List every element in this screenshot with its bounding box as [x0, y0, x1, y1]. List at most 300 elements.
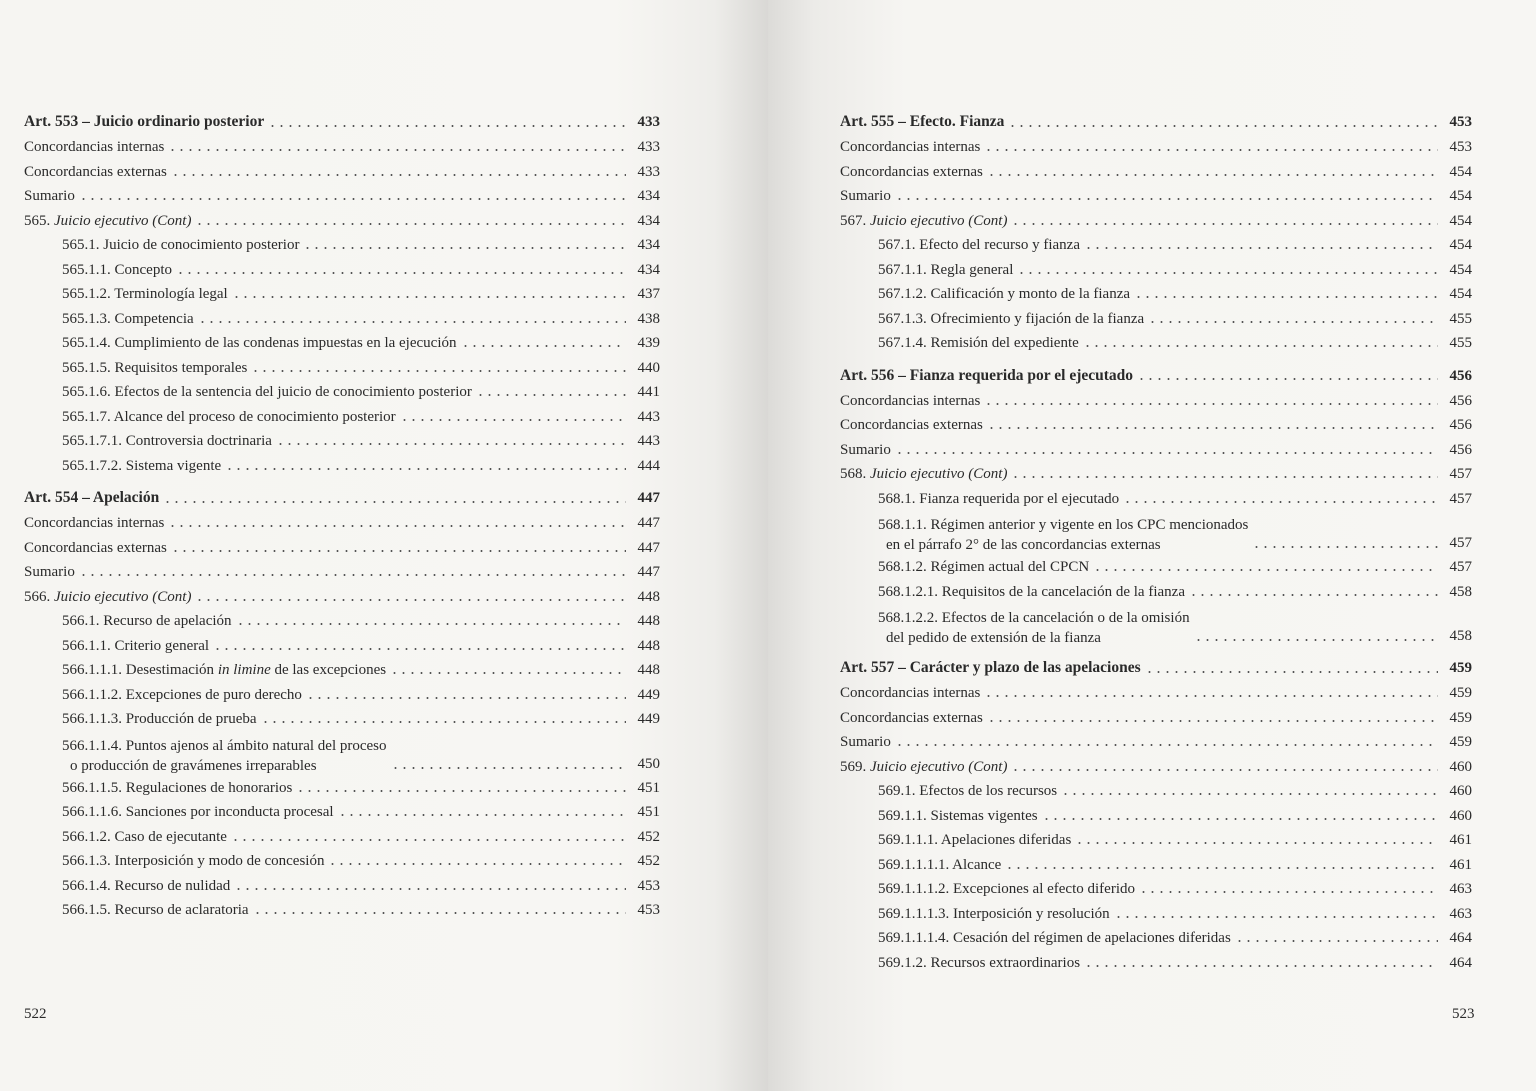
- entry-title: 566.1.3. Interposición y modo de concesión: [62, 853, 325, 869]
- toc-entry: [840, 462, 1472, 487]
- dot-leader: [1194, 638, 1438, 642]
- toc-entry: [24, 209, 660, 234]
- toc-entry: [840, 706, 1472, 731]
- toc-subentry: [840, 604, 1472, 648]
- page-reference: 457: [1449, 535, 1472, 551]
- entry-label: [840, 389, 980, 414]
- toc-subentry: [840, 779, 1472, 804]
- page-reference: 454: [1449, 188, 1472, 204]
- entry-title: Juicio ejecutivo (Cont): [870, 212, 1008, 229]
- dot-leader: [1005, 866, 1438, 870]
- entry-title: Concordancias externas: [24, 163, 167, 180]
- entry-title: 566.1.1.1. Desestimación: [62, 662, 218, 678]
- entry-label: [62, 258, 172, 283]
- dot-leader: [1093, 568, 1438, 572]
- page-reference: 452: [637, 828, 660, 845]
- entry-title-line2: en el párrafo 2° de las concordancias externas: [886, 537, 1161, 553]
- entry-title: 567.1.3. Ofrecimiento y fijación de la fianza: [878, 310, 1145, 327]
- entry-label: [62, 776, 292, 801]
- table-of-contents-right: [840, 108, 1472, 975]
- entry-label: [62, 634, 209, 659]
- dot-leader: [296, 789, 626, 793]
- entry-label: [878, 804, 1038, 829]
- entry-label: [62, 282, 228, 307]
- dot-leader: [1075, 841, 1438, 845]
- entry-title: 569.1.1.1.2. Excepciones al efecto diferido: [878, 881, 1135, 897]
- dot-leader: [895, 197, 1438, 201]
- dot-leader: [1083, 344, 1438, 348]
- entry-label: [878, 487, 1119, 512]
- entry-label: [840, 135, 980, 160]
- page-reference: 434: [637, 237, 660, 253]
- toc-entry: [24, 160, 660, 185]
- page-reference: 460: [1449, 807, 1472, 824]
- page-reference: 444: [637, 457, 660, 474]
- page-number-right: 523: [1452, 1006, 1475, 1022]
- toc-entry: [24, 511, 660, 536]
- dot-leader: [984, 694, 1438, 698]
- toc-subentry: [840, 902, 1472, 927]
- entry-title: 567.1.2. Calificación y monto de la fianza: [878, 286, 1131, 302]
- entry-label: [878, 580, 1185, 605]
- page-reference: 441: [637, 384, 660, 400]
- entry-title: Concordancias externas: [840, 163, 983, 180]
- dot-leader: [79, 573, 626, 577]
- toc-entry: [840, 730, 1472, 755]
- entry-label: [878, 828, 1071, 853]
- page-reference: 433: [637, 163, 660, 180]
- entry-title: Art. 556 – Fianza requerida por el ejecutado: [840, 366, 1134, 384]
- entry-label: [878, 902, 1110, 927]
- dot-leader: [176, 271, 626, 275]
- dot-leader: [1235, 939, 1438, 943]
- entry-title: 568.1.2.2. Efectos de la cancelación o de la omisión: [878, 610, 1190, 626]
- entry-title: 566.1.1.3. Producción de prueba: [62, 711, 257, 727]
- entry-label: [62, 849, 324, 874]
- dot-leader: [476, 393, 626, 397]
- dot-leader: [1042, 817, 1438, 821]
- entry-title: Concordancias internas: [24, 139, 165, 155]
- entry-label: [840, 160, 983, 185]
- entry-title: 569.1.1.1.4. Cesación del régimen de apelaciones diferidas: [878, 930, 1231, 946]
- dot-leader: [163, 500, 626, 504]
- article-heading: [24, 108, 660, 135]
- toc-subentry: [24, 356, 660, 381]
- toc-subentry: [24, 800, 660, 825]
- page-reference: 434: [637, 188, 660, 204]
- page-reference: 456: [1449, 417, 1472, 433]
- entry-label: [24, 108, 264, 135]
- entry-title: Concordancias internas: [840, 685, 981, 701]
- article-heading: [24, 484, 660, 511]
- dot-leader: [895, 451, 1438, 455]
- entry-title: 569.1.1.1.3. Interposición y resolución: [878, 905, 1110, 922]
- entry-label: [878, 233, 1080, 258]
- page-reference: 448: [637, 662, 660, 678]
- dot-leader: [251, 369, 626, 373]
- toc-entry: [840, 755, 1472, 780]
- toc-subentry: [24, 634, 660, 659]
- section-number: 569.: [840, 758, 867, 775]
- toc-entry: [840, 135, 1472, 160]
- entry-title: Juicio ejecutivo (Cont): [870, 758, 1008, 775]
- toc-entry: [840, 209, 1472, 234]
- page-reference: 454: [1449, 237, 1472, 253]
- page-reference: 443: [637, 433, 660, 449]
- article-heading: [840, 362, 1472, 389]
- page-reference: 451: [637, 779, 660, 796]
- section-number: 566.: [24, 588, 51, 605]
- toc-entry: [24, 184, 660, 209]
- toc-subentry: [840, 258, 1472, 283]
- entry-title: Art. 557 – Carácter y plazo de las apelaciones: [840, 659, 1141, 676]
- entry-title: 565.1.5. Requisitos temporales: [62, 359, 248, 376]
- page-reference: 454: [1449, 163, 1472, 180]
- dot-leader: [171, 549, 626, 553]
- dot-leader: [1134, 295, 1438, 299]
- entry-label: [62, 307, 194, 332]
- toc-subentry: [840, 487, 1472, 512]
- toc-entry: [840, 438, 1472, 463]
- dot-leader: [1114, 915, 1438, 919]
- toc-subentry: [840, 951, 1472, 976]
- dot-leader: [1008, 124, 1438, 128]
- entry-title-italic: in limine: [217, 662, 271, 678]
- entry-label: [62, 380, 472, 405]
- entry-title: 569.1.2. Recursos extraordinarios: [878, 954, 1081, 971]
- dot-leader: [391, 766, 626, 770]
- page-reference: 457: [1449, 559, 1472, 575]
- dot-leader: [1084, 246, 1438, 250]
- entry-label: [24, 560, 75, 585]
- dot-leader: [1148, 320, 1438, 324]
- toc-subentry: [840, 828, 1472, 853]
- dot-leader: [1084, 964, 1438, 968]
- entry-label: [840, 438, 891, 463]
- toc-subentry: [24, 683, 660, 708]
- page-reference: 451: [637, 804, 660, 820]
- entry-label: [62, 898, 249, 923]
- page-reference: 463: [1449, 905, 1472, 922]
- page-reference: 458: [1449, 628, 1472, 644]
- page-reference: 449: [637, 711, 660, 727]
- entry-title: 568.1. Fianza requerida por el ejecutado: [878, 490, 1120, 507]
- page-reference: 458: [1449, 583, 1472, 600]
- entry-title: Concordancias externas: [840, 709, 983, 726]
- entry-label: [840, 108, 1004, 135]
- entry-title: 565.1.7.1. Controversia doctrinaria: [62, 433, 272, 449]
- page-reference: 457: [1449, 466, 1472, 482]
- entry-label: [62, 609, 232, 634]
- dot-leader: [198, 320, 626, 324]
- entry-title: 566.1.1.5. Regulaciones de honorarios: [62, 779, 293, 796]
- dot-leader: [303, 246, 626, 250]
- dot-leader: [195, 222, 626, 226]
- entry-title: 565.1.6. Efectos de la sentencia del juicio de conocimiento posterior: [62, 384, 472, 400]
- page-reference: 461: [1449, 856, 1472, 873]
- dot-leader: [171, 173, 626, 177]
- section-number: 568.: [840, 466, 867, 482]
- toc-entry: [840, 184, 1472, 209]
- dot-leader: [236, 622, 626, 626]
- entry-title: Juicio ejecutivo (Cont): [870, 466, 1008, 482]
- entry-title: 568.1.1. Régimen anterior y vigente en los CPC mencionados: [878, 517, 1249, 533]
- dot-leader: [987, 173, 1438, 177]
- entry-label: [62, 736, 387, 776]
- page-reference: 433: [637, 139, 660, 155]
- entry-title-line2: o producción de gravámenes irreparables: [70, 757, 317, 774]
- dot-leader: [253, 911, 626, 915]
- page-reference: 433: [637, 114, 660, 130]
- entry-title: Sumario: [24, 188, 75, 204]
- toc-subentry: [24, 405, 660, 430]
- dot-leader: [168, 524, 626, 528]
- page-reference: 449: [637, 686, 660, 703]
- entry-title: Sumario: [840, 441, 891, 458]
- page-reference: 434: [637, 212, 660, 229]
- page-reference: 463: [1449, 881, 1472, 897]
- toc-entry: [24, 135, 660, 160]
- page-reference: 454: [1449, 261, 1472, 278]
- entry-title: Concordancias internas: [840, 139, 981, 155]
- dot-leader: [328, 862, 626, 866]
- page-reference: 456: [1449, 367, 1472, 384]
- entry-title: 566.1.1.6. Sanciones por inconducta procesal: [62, 804, 334, 820]
- entry-label: [62, 683, 302, 708]
- page-reference: 447: [637, 515, 660, 531]
- toc-subentry: [24, 898, 660, 923]
- entry-label: [840, 462, 1007, 487]
- page-reference: 459: [1449, 709, 1472, 726]
- entry-label: [878, 926, 1231, 951]
- entry-title: Concordancias internas: [840, 392, 981, 409]
- entry-label: [62, 429, 272, 454]
- entry-label: [24, 536, 167, 561]
- toc-subentry: [24, 233, 660, 258]
- toc-subentry: [840, 511, 1472, 555]
- dot-leader: [1139, 890, 1438, 894]
- entry-title: 568.1.2. Régimen actual del CPCN: [878, 559, 1090, 575]
- toc-subentry: [840, 853, 1472, 878]
- dot-leader: [1145, 670, 1438, 674]
- toc-subentry: [24, 454, 660, 479]
- toc-subentry: [840, 580, 1472, 605]
- entry-title: 566.1.4. Recurso de nulidad: [62, 877, 231, 894]
- page-reference: 437: [637, 286, 660, 302]
- page-reference: 456: [1449, 441, 1472, 458]
- dot-leader: [1011, 768, 1438, 772]
- entry-title: 565.1.4. Cumplimiento de las condenas impuestas en la ejecución: [62, 335, 457, 351]
- entry-title: Art. 555 – Efecto. Fianza: [840, 113, 1005, 130]
- entry-label: [840, 184, 891, 209]
- dot-leader: [225, 467, 626, 471]
- dot-leader: [1061, 792, 1438, 796]
- entry-label: [62, 825, 227, 850]
- entry-title: 568.1.2.1. Requisitos de la cancelación de la fianza: [878, 583, 1185, 600]
- entry-title: 567.1.4. Remisión del expediente: [878, 335, 1079, 351]
- toc-subentry: [24, 849, 660, 874]
- dot-leader: [461, 344, 627, 348]
- dot-leader: [987, 719, 1438, 723]
- toc-subentry: [840, 926, 1472, 951]
- page-reference: 440: [637, 359, 660, 376]
- entry-label: [62, 454, 221, 479]
- toc-subentry: [840, 307, 1472, 332]
- dot-leader: [261, 720, 626, 724]
- entry-title: 566.1.2. Caso de ejecutante: [62, 828, 227, 845]
- entry-label: [62, 707, 257, 732]
- toc-subentry: [840, 804, 1472, 829]
- page-reference: 453: [637, 902, 660, 918]
- toc-subentry: [840, 877, 1472, 902]
- dot-leader: [1252, 545, 1438, 549]
- dot-leader: [234, 887, 626, 891]
- dot-leader: [195, 598, 626, 602]
- entry-label: [840, 413, 983, 438]
- entry-title: 569.1.1.1.1. Alcance: [878, 856, 1002, 873]
- entry-label: [840, 362, 1133, 389]
- entry-label: [878, 608, 1190, 648]
- page-reference: 447: [637, 564, 660, 580]
- entry-label: [878, 331, 1079, 356]
- page-reference: 438: [637, 310, 660, 327]
- page-reference: 460: [1449, 783, 1472, 799]
- toc-subentry: [24, 732, 660, 776]
- entry-label: [62, 874, 230, 899]
- toc-subentry: [24, 707, 660, 732]
- entry-title: 567.1. Efecto del recurso y fianza: [878, 237, 1080, 253]
- entry-label: [62, 331, 457, 356]
- toc-entry: [840, 160, 1472, 185]
- entry-label: [878, 307, 1144, 332]
- entry-title: 565.1.7.2. Sistema vigente: [62, 457, 222, 474]
- entry-title: Concordancias internas: [24, 515, 165, 531]
- toc-subentry: [24, 380, 660, 405]
- page-reference: 455: [1449, 335, 1472, 351]
- entry-title-line2: del pedido de extensión de la fianza: [886, 630, 1101, 646]
- section-number: 567.: [840, 212, 867, 229]
- toc-subentry: [840, 331, 1472, 356]
- toc-entry: [24, 560, 660, 585]
- entry-label: [878, 555, 1089, 580]
- entry-label: [24, 135, 164, 160]
- entry-label: [62, 800, 334, 825]
- dot-leader: [1011, 475, 1438, 479]
- entry-title: 566.1.1.4. Puntos ajenos al ámbito natural del proceso: [62, 737, 387, 754]
- page-reference: 459: [1449, 660, 1472, 676]
- toc-entry: [840, 681, 1472, 706]
- entry-title: 566.1.1.2. Excepciones de puro derecho: [62, 686, 302, 703]
- page-reference: 459: [1449, 685, 1472, 701]
- entry-title: Juicio ejecutivo (Cont): [54, 588, 192, 605]
- toc-entry: [840, 413, 1472, 438]
- entry-title: Art. 554 – Apelación: [24, 489, 160, 506]
- toc-subentry: [24, 307, 660, 332]
- entry-label: [878, 877, 1135, 902]
- entry-label: [62, 658, 386, 683]
- entry-label: [840, 681, 980, 706]
- dot-leader: [895, 743, 1438, 747]
- entry-label: [840, 706, 983, 731]
- page-reference: 439: [637, 335, 660, 351]
- entry-label: [62, 233, 299, 258]
- page-reference: 455: [1449, 310, 1472, 327]
- entry-title: 565.1.2. Terminología legal: [62, 286, 228, 302]
- dot-leader: [987, 426, 1438, 430]
- entry-label: [878, 951, 1080, 976]
- entry-label: [878, 515, 1248, 555]
- entry-label: [62, 356, 247, 381]
- entry-title: 566.1.1. Criterio general: [62, 637, 210, 654]
- toc-subentry: [840, 555, 1472, 580]
- dot-leader: [1017, 271, 1438, 275]
- entry-label: [840, 755, 1007, 780]
- entry-title: 569.1.1. Sistemas vigentes: [878, 807, 1038, 824]
- page-reference: 456: [1449, 392, 1472, 409]
- entry-label: [878, 779, 1057, 804]
- entry-title: Art. 553 – Juicio ordinario posterior: [24, 113, 265, 130]
- page-reference: 447: [637, 539, 660, 556]
- entry-label: [840, 654, 1141, 681]
- toc-subentry: [24, 258, 660, 283]
- entry-label: [62, 405, 396, 430]
- dot-leader: [984, 148, 1438, 152]
- dot-leader: [1189, 593, 1438, 597]
- entry-title: 569.1. Efectos de los recursos: [878, 783, 1058, 799]
- toc-subentry: [840, 233, 1472, 258]
- section-number: 565.: [24, 212, 51, 229]
- entry-label: [24, 484, 159, 511]
- toc-entry: [24, 536, 660, 561]
- entry-label: [24, 160, 167, 185]
- page-reference: 459: [1449, 734, 1472, 750]
- page-reference: 448: [637, 637, 660, 654]
- entry-label: [24, 585, 191, 610]
- right-page: [768, 0, 1536, 1091]
- toc-subentry: [24, 609, 660, 634]
- entry-title: 569.1.1.1. Apelaciones diferidas: [878, 832, 1072, 848]
- page-reference: 434: [637, 261, 660, 278]
- entry-title: Concordancias externas: [840, 417, 983, 433]
- table-of-contents-left: [24, 108, 660, 923]
- entry-title: Juicio ejecutivo (Cont): [54, 212, 192, 229]
- entry-label: [878, 258, 1013, 283]
- dot-leader: [231, 838, 626, 842]
- entry-title: Concordancias externas: [24, 539, 167, 556]
- page-reference: 453: [1449, 114, 1472, 130]
- toc-subentry: [840, 282, 1472, 307]
- toc-subentry: [24, 825, 660, 850]
- entry-title: 567.1.1. Regla general: [878, 261, 1014, 278]
- page-number-left: 522: [24, 1006, 47, 1022]
- page-reference: 447: [637, 490, 660, 506]
- page-reference: 461: [1449, 832, 1472, 848]
- entry-label: [878, 853, 1001, 878]
- entry-title-rest: de las excepciones: [270, 662, 387, 678]
- entry-label: [24, 184, 75, 209]
- page-reference: 453: [1449, 139, 1472, 155]
- dot-leader: [168, 148, 626, 152]
- article-heading: [840, 108, 1472, 135]
- dot-leader: [276, 442, 626, 446]
- entry-title: 565.1.7. Alcance del proceso de conocimiento posterior: [62, 408, 396, 425]
- dot-leader: [400, 418, 626, 422]
- dot-leader: [232, 295, 626, 299]
- entry-label: [840, 209, 1007, 234]
- toc-subentry: [24, 282, 660, 307]
- dot-leader: [1123, 500, 1438, 504]
- toc-subentry: [24, 429, 660, 454]
